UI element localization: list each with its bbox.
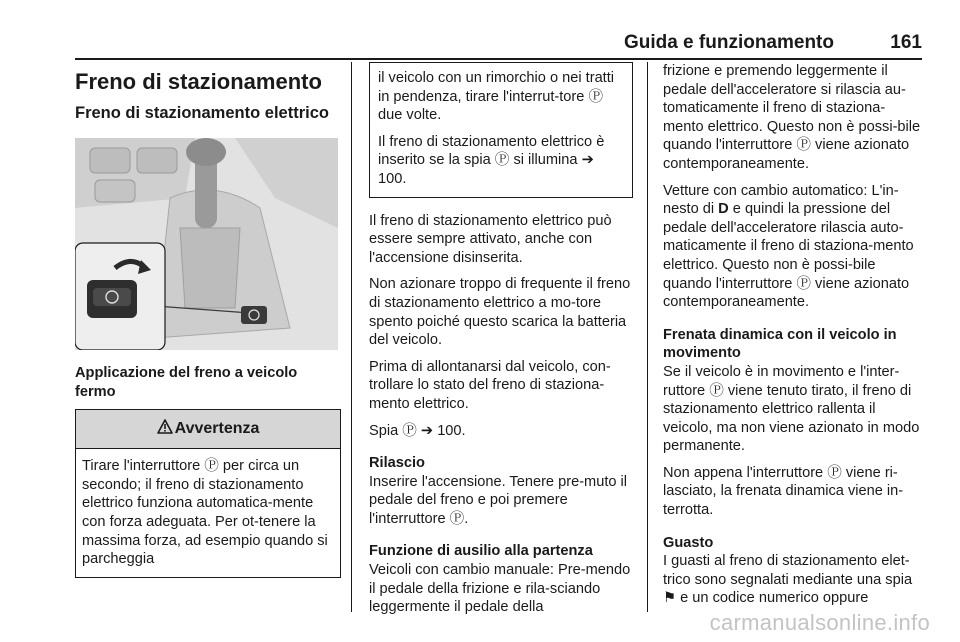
warning-header (76, 410, 340, 449)
dynamic-braking-heading: Frenata dinamica con il veicolo in movimento (663, 326, 897, 362)
start-assist-text: Veicoli con cambio manuale: Pre-mendo il pedale della frizione e rila-sciando leggermente il pedale della (369, 562, 631, 616)
text-span: Vetture con cambio automatico: L'in-nesto di (663, 182, 899, 218)
page-number: 161 (890, 32, 922, 53)
warning-triangle-icon (157, 419, 173, 440)
column-divider-2 (647, 62, 648, 612)
text-span: e quindi la pressione del pedale dell'acceleratore rilascia auto-maticamente il freno di staziona-mento elettrico. Questo non è possi-bile quando l'interruttore Ⓟ viene azionato contemporaneamente. (663, 201, 914, 311)
parking-brake-switch-illustration (75, 138, 338, 350)
running-header (75, 32, 922, 58)
paragraph: frizione e premendo leggermente il pedale dell'acceleratore si rilascia au-tomaticamente il freno di staziona-mento elettrico. Questo non è possi-bile quando l'interruttore Ⓟ viene azionato contemporaneamente. (663, 63, 921, 172)
release-heading: Rilascio (369, 455, 425, 472)
figure-caption-heading: Applicazione del freno a veicolo fermo (75, 365, 298, 400)
header-title: Guida e funzionamento (623, 32, 834, 53)
column-3 (663, 62, 925, 616)
release-text: Inserire l'accensione. Tenere pre-muto il pedale del freno e poi premere l'interruttore Ⓟ. (369, 473, 628, 527)
column-divider-1 (351, 62, 352, 612)
watermark: carmanualsonline.info (709, 610, 930, 635)
automatic-gearbox-paragraph (663, 182, 925, 312)
gear-label: D (718, 201, 729, 218)
dynamic-braking-text: Se il veicolo è in movimento e l'inter-ruttore Ⓟ viene tenuto tirato, il freno di stazionamento elettrico rallenta il veicolo, ma non viene azionato in modo permanente. (663, 363, 920, 455)
cross-reference: Spia Ⓟ ➔ 100. (369, 422, 466, 439)
warning-label: Avvertenza (174, 419, 260, 437)
fault-text: I guasti al freno di stazionamento elet-trico sono segnalati mediante una spia ⚑ e un codice numerico oppure (663, 553, 913, 607)
continued-warning-box (369, 62, 633, 198)
paragraph: Non appena l'interruttore Ⓟ viene ri-lasciato, la frenata dinamica viene in-terrotta. (663, 464, 904, 519)
warning-box (75, 409, 341, 578)
header-rule (75, 58, 922, 60)
warning-continued-text: il veicolo con un rimorchio o nei tratti in pendenza, tirare l'interrut-tore Ⓟ due volte. (378, 70, 615, 124)
column-2 (369, 62, 633, 625)
paragraph: Non azionare troppo di frequente il freno di stazionamento elettrico a mo-tore spento poiché questo scarica la batteria del veicolo. (369, 276, 631, 349)
paragraph: Il freno di stazionamento elettrico può essere sempre attivato, anche con l'accensione disinserita. (369, 212, 612, 266)
fault-heading: Guasto (663, 534, 714, 551)
warning-indicator-text: Il freno di stazionamento elettrico è inserito se la spia Ⓟ si illumina ➔ 100. (378, 133, 605, 187)
start-assist-heading: Funzione di ausilio alla partenza (369, 543, 593, 560)
column-1 (75, 62, 341, 578)
warning-text: Tirare l'interruttore Ⓟ per circa un secondo; il freno di stazionamento elettrico funziona automatica-mente con forza adeguata. Per ot-tenere la massima forza, ad esempio quando si parcheggia (82, 458, 328, 568)
sub-title: Freno di stazionamento elettrico (75, 104, 329, 122)
paragraph: Prima di allontanarsi dal veicolo, con-trollare lo stato del freno di staziona-mento elettrico. (369, 358, 611, 412)
parking-brake-figure (75, 138, 338, 350)
section-title: Freno di stazionamento (75, 69, 322, 94)
